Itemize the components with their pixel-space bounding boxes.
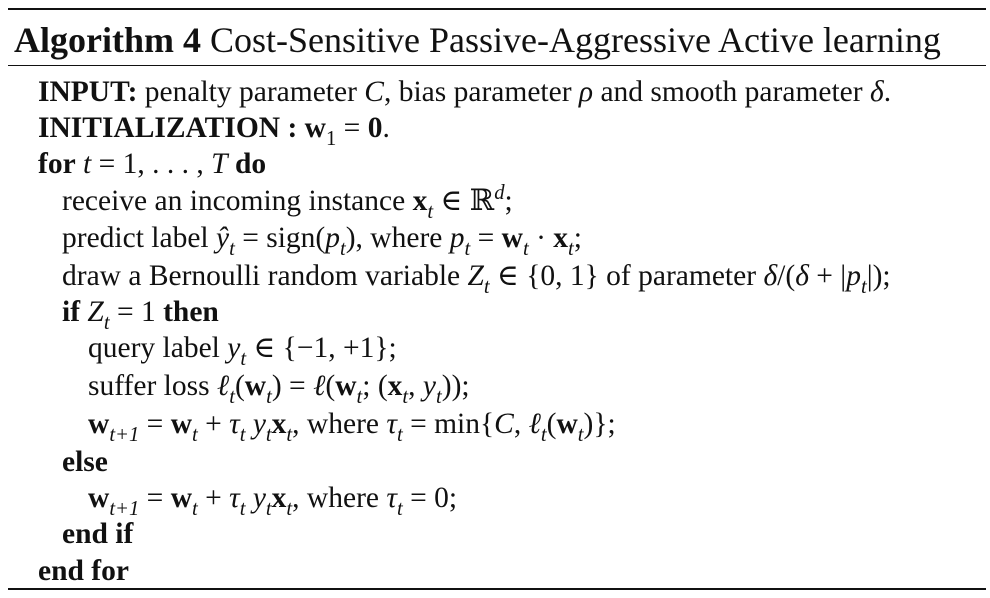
- initialization-keyword: INITIALIZATION :: [38, 112, 298, 144]
- end-if-line: [62, 516, 133, 552]
- initialization-line: INITIALIZATION : $w_1 = 0$.: [38, 112, 390, 150]
- bernoulli-line: draw a Bernoulli random variable $Z_t$ ∈ {0, 1} of parameter $\delta/(\delta + |p_t|)$;: [62, 260, 891, 298]
- end-if-keyword: end if: [62, 518, 134, 550]
- update-query-line: $w_{t+1} = w_t + \tau_t$ $y_tx_t$, where $\tau_t = \min\{C$, $\ell_t(w_t)$};: [88, 408, 616, 446]
- input-keyword: INPUT:: [38, 76, 138, 108]
- algorithm-caption: [14, 18, 941, 62]
- suffer-loss-line: suffer loss $\ell_t(w_t)$ = $\ell(w_t$; ($x_t$, $y_t$));: [88, 370, 470, 408]
- else-line: [62, 444, 108, 480]
- end-for-line: [38, 553, 129, 589]
- query-label-line: query label $y_t$ ∈ {−1, +1};: [88, 332, 397, 370]
- algorithm-label: Algorithm 4: [14, 20, 201, 60]
- input-line: INPUT: penalty parameter C, bias parameter ρ and smooth parameter δ.: [38, 76, 892, 108]
- predict-label-line: predict label $ŷ_t$ = $sign(p_t)$, where $p_t = w_t \cdot x_t$;: [62, 222, 582, 260]
- then-keyword: then: [163, 296, 219, 328]
- algorithm-title: Cost-Sensitive Passive-Aggressive Active learning: [209, 20, 941, 60]
- bottom-rule: [8, 588, 986, 590]
- top-rule: [8, 8, 986, 10]
- receive-instance-line: receive an incoming instance $x_t$ ∈ ℝ$^d$;: [62, 182, 513, 223]
- if-keyword: if: [62, 296, 81, 328]
- for-line: for t = 1, . . . , T do: [38, 148, 267, 180]
- caption-rule: [8, 65, 986, 66]
- else-keyword: else: [62, 446, 108, 478]
- update-else-line: $w_{t+1} = w_t + \tau_t$ $y_tx_t$, where $\tau_t = 0$;: [88, 482, 458, 520]
- end-for-keyword: end for: [38, 555, 129, 587]
- do-keyword: do: [234, 148, 267, 180]
- if-line: if $Z_t = 1$ then: [62, 296, 219, 334]
- for-keyword: for: [38, 148, 76, 180]
